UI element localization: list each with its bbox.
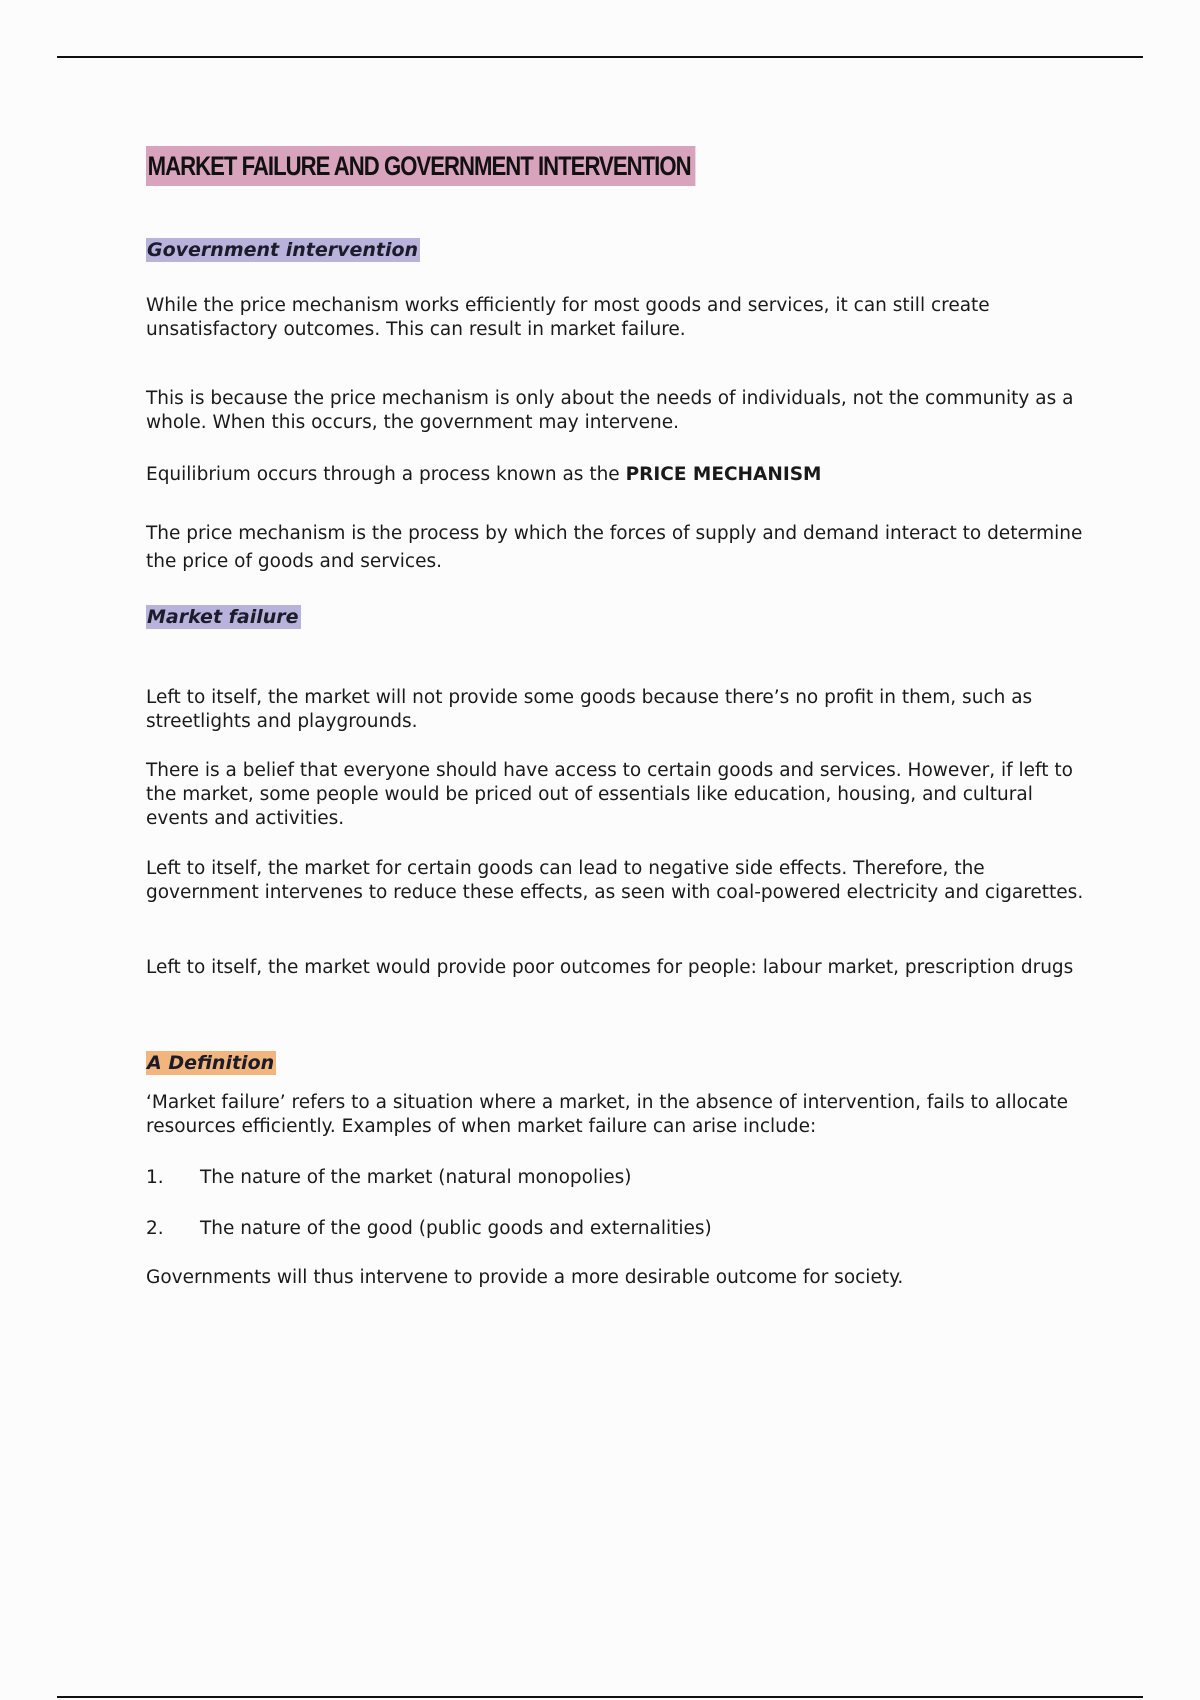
paragraph: There is a belief that everyone should have access to certain goods and services. However, if left to the market, some people would be priced out of essentials like education, housing, and cultural events and activities. (146, 760, 1073, 829)
section-heading-definition: A Definition (147, 1052, 275, 1074)
paragraph: Left to itself, the market would provide poor outcomes for people: labour market, prescription drugs (146, 957, 1074, 978)
paragraph: ‘Market failure’ refers to a situation where a market, in the absence of intervention, fails to allocate resources efficiently. Examples of when market failure can arise include: (146, 1092, 1069, 1137)
paragraph: The price mechanism is the process by which the forces of supply and demand interact to determine the price of goods and services. (146, 523, 1083, 572)
paragraph: Left to itself, the market for certain goods can lead to negative side effects. Therefore, the government intervenes to reduce these effects, as seen with coal-powered electricity and cigarettes. (146, 858, 1084, 903)
section-heading-government-intervention: Government intervention (147, 239, 419, 261)
top-rule (57, 56, 1143, 58)
list-item (146, 1166, 631, 1190)
paragraph: This is because the price mechanism is only about the needs of individuals, not the community as a whole. When this occurs, the government may intervene. (146, 388, 1074, 433)
paragraph-price-mechanism (146, 463, 1096, 487)
list-text: The nature of the market (natural monopolies) (200, 1167, 632, 1188)
list-number: 1. (146, 1167, 164, 1188)
paragraph-text: Equilibrium occurs through a process known as the (146, 464, 626, 485)
price-mechanism-bold: PRICE MECHANISM (625, 464, 822, 485)
list-item (146, 1217, 712, 1241)
list-text: The nature of the good (public goods and externalities) (200, 1218, 712, 1239)
bottom-rule (57, 1696, 1143, 1698)
document-title: MARKET FAILURE AND GOVERNMENT INTERVENTION (146, 146, 696, 186)
paragraph: While the price mechanism works efficiently for most goods and services, it can still create unsatisfactory outcomes. This can result in market failure. (146, 295, 990, 340)
paragraph: Governments will thus intervene to provide a more desirable outcome for society. (146, 1267, 904, 1288)
paragraph: Left to itself, the market will not provide some goods because there’s no profit in them, such as streetlights and playgrounds. (146, 687, 1033, 732)
list-number: 2. (146, 1218, 164, 1239)
section-heading-market-failure: Market failure (147, 606, 299, 628)
